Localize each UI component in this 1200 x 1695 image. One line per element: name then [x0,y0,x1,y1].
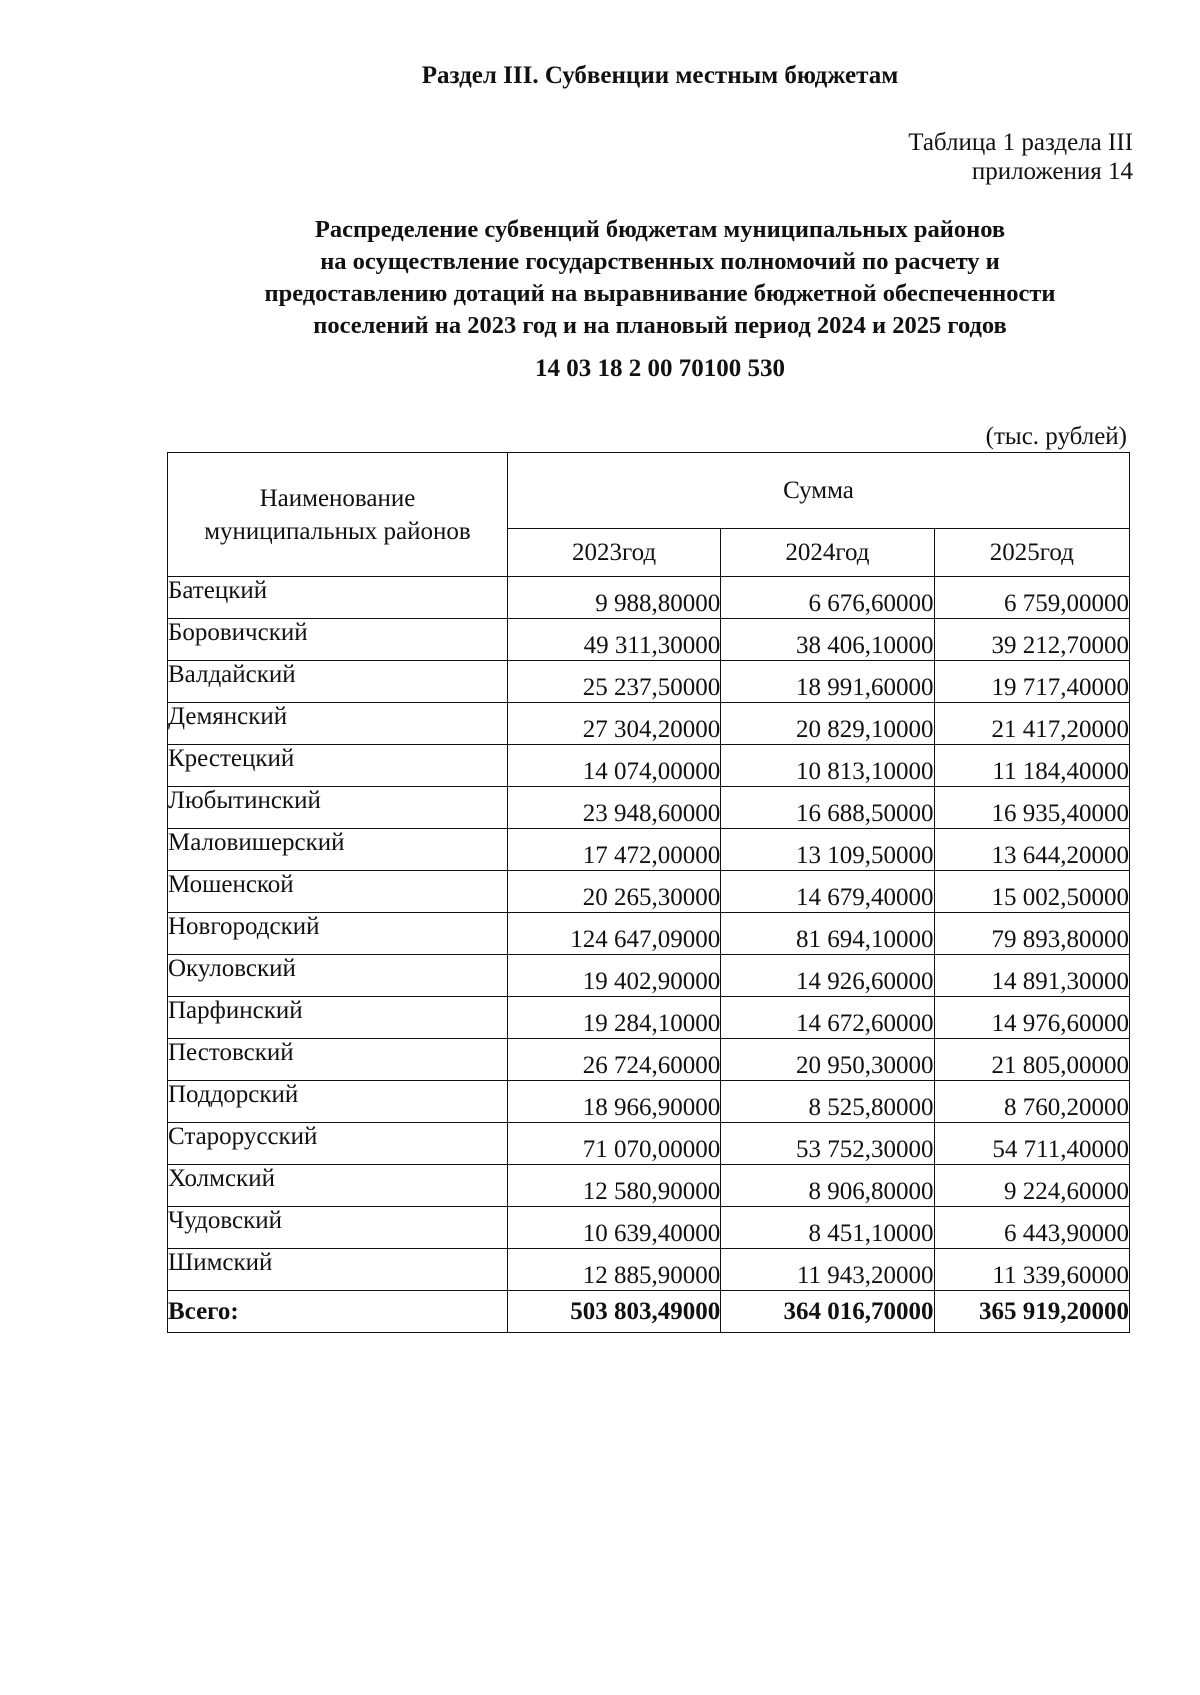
table-row [168,913,1130,955]
table-row [168,703,1130,745]
value-2025: 15 002,50000 [934,871,1129,913]
district-name: Валдайский [168,661,508,703]
value-2024: 6 676,60000 [721,577,934,619]
value-2025: 16 935,40000 [934,787,1129,829]
value-2023: 25 237,50000 [507,661,720,703]
district-name: Окуловский [168,955,508,997]
table-row [168,1039,1130,1081]
table-row [168,1207,1130,1249]
district-name: Демянский [168,703,508,745]
value-2023: 9 988,80000 [507,577,720,619]
value-2025: 11 339,60000 [934,1249,1129,1291]
value-2023: 12 885,90000 [507,1249,720,1291]
value-2024: 11 943,20000 [721,1249,934,1291]
value-2025: 39 212,70000 [934,619,1129,661]
district-name: Чудовский [168,1207,508,1249]
table-row [168,955,1130,997]
district-name: Новгородский [168,913,508,955]
district-name: Батецкий [168,577,508,619]
header-name-line-1: Наименование [259,484,416,512]
district-name: Пестовский [168,1039,508,1081]
value-2023: 18 966,90000 [507,1081,720,1123]
value-2024: 20 950,30000 [721,1039,934,1081]
value-2025: 21 805,00000 [934,1039,1129,1081]
value-2023: 27 304,20000 [507,703,720,745]
table-row [168,745,1130,787]
total-2023: 503 803,49000 [507,1291,720,1333]
value-2024: 14 679,40000 [721,871,934,913]
district-name: Шимский [168,1249,508,1291]
district-name: Маловишерский [168,829,508,871]
value-2023: 71 070,00000 [507,1123,720,1165]
value-2024: 16 688,50000 [721,787,934,829]
value-2024: 8 451,10000 [721,1207,934,1249]
value-2024: 10 813,10000 [721,745,934,787]
value-2025: 21 417,20000 [934,703,1129,745]
units-label: (тыс. рублей) [985,423,1127,450]
table-row [168,577,1130,619]
value-2023: 124 647,09000 [507,913,720,955]
heading-line-4: поселений на 2023 год и на плановый период 2024 и 2025 годов [313,312,1007,339]
district-name: Поддорский [168,1081,508,1123]
value-2025: 9 224,60000 [934,1165,1129,1207]
value-2024: 20 829,10000 [721,703,934,745]
total-label: Всего: [168,1291,508,1333]
value-2024: 18 991,60000 [721,661,934,703]
header-name-line-2: муниципальных районов [204,517,471,545]
value-2023: 26 724,60000 [507,1039,720,1081]
table-row [168,1249,1130,1291]
table-row [168,619,1130,661]
table-ref-line-1: Таблица 1 раздела III [908,129,1133,156]
value-2025: 54 711,40000 [934,1123,1129,1165]
budget-code: 14 03 18 2 00 70100 530 [535,355,785,382]
value-2023: 49 311,30000 [507,619,720,661]
district-name: Боровичский [168,619,508,661]
header-year-2023: 2023год [507,529,720,577]
value-2025: 14 976,60000 [934,997,1129,1039]
value-2024: 8 906,80000 [721,1165,934,1207]
table-header-row [168,453,1130,529]
table-reference [908,128,1133,186]
table-row [168,997,1130,1039]
value-2023: 20 265,30000 [507,871,720,913]
district-name: Холмский [168,1165,508,1207]
table-row [168,871,1130,913]
header-year-2024: 2024год [721,529,934,577]
document-heading [160,214,1160,342]
value-2025: 79 893,80000 [934,913,1129,955]
value-2024: 53 752,30000 [721,1123,934,1165]
table-body [168,577,1130,1333]
value-2024: 13 109,50000 [721,829,934,871]
district-name: Старорусский [168,1123,508,1165]
heading-line-3: предоставлению дотаций на выравнивание бюджетной обеспеченности [264,280,1056,307]
value-2023: 19 402,90000 [507,955,720,997]
header-year-2025: 2025год [934,529,1129,577]
subsidies-table [167,452,1130,1333]
value-2025: 8 760,20000 [934,1081,1129,1123]
table-ref-line-2: приложения 14 [971,158,1133,185]
heading-line-2: на осуществление государственных полномочий по расчету и [320,248,1000,275]
value-2023: 12 580,90000 [507,1165,720,1207]
total-2025: 365 919,20000 [934,1291,1129,1333]
value-2023: 23 948,60000 [507,787,720,829]
table-row [168,1081,1130,1123]
value-2023: 14 074,00000 [507,745,720,787]
value-2025: 6 443,90000 [934,1207,1129,1249]
value-2024: 14 926,60000 [721,955,934,997]
value-2025: 11 184,40000 [934,745,1129,787]
value-2025: 13 644,20000 [934,829,1129,871]
value-2024: 81 694,10000 [721,913,934,955]
header-district-name [168,453,508,577]
section-title: Раздел III. Субвенции местным бюджетам [421,62,899,89]
table-total-row [168,1291,1130,1333]
header-sum: Сумма [507,453,1129,529]
value-2024: 14 672,60000 [721,997,934,1039]
value-2025: 14 891,30000 [934,955,1129,997]
value-2024: 38 406,10000 [721,619,934,661]
table-row [168,661,1130,703]
district-name: Любытинский [168,787,508,829]
heading-line-1: Распределение субвенций бюджетам муниципальных районов [314,216,1006,243]
value-2023: 10 639,40000 [507,1207,720,1249]
value-2024: 8 525,80000 [721,1081,934,1123]
value-2023: 19 284,10000 [507,997,720,1039]
district-name: Мошенской [168,871,508,913]
value-2025: 6 759,00000 [934,577,1129,619]
value-2023: 17 472,00000 [507,829,720,871]
district-name: Крестецкий [168,745,508,787]
table-row [168,829,1130,871]
district-name: Парфинский [168,997,508,1039]
total-2024: 364 016,70000 [721,1291,934,1333]
table-row [168,1165,1130,1207]
table-row [168,787,1130,829]
table-row [168,1123,1130,1165]
value-2025: 19 717,40000 [934,661,1129,703]
